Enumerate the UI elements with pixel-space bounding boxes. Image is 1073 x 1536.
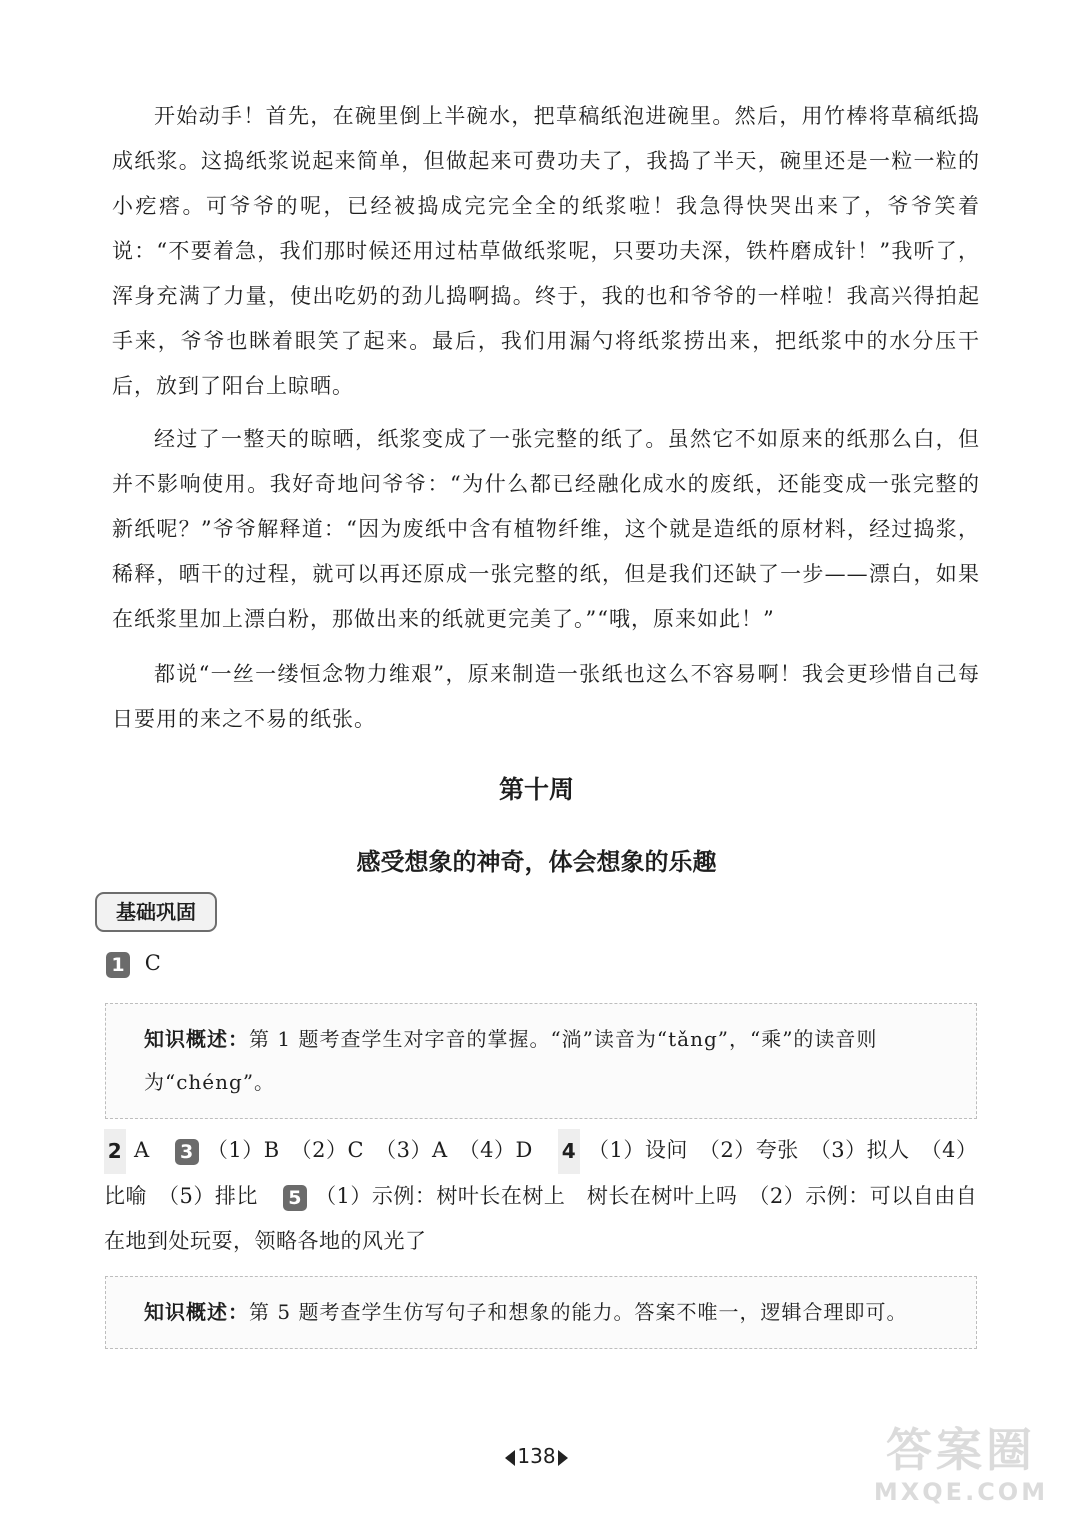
question-number-4: 4 [558, 1129, 580, 1174]
week-title: 第十周 [498, 775, 574, 804]
question-1 [106, 951, 161, 978]
note-label: 知识概述： [144, 1027, 249, 1051]
question-5-answer: （1）示例：树叶长在树上 树长在树叶上吗 （2）示例：可以自由自在地到处玩耍，领略各地的风光了 [104, 1184, 978, 1253]
question-4-answer: （1）设问 （2）夸张 （3）拟人 （4）比喻 （5）排比 [104, 1138, 978, 1208]
note-label: 知识概述： [144, 1300, 249, 1324]
watermark-line-2: MXQE.COM [873, 1478, 1049, 1506]
watermark-logo [871, 1422, 1051, 1522]
question-3-answer: （1）B （2）C （3）A （4）D [206, 1138, 533, 1162]
knowledge-note-1 [105, 1003, 977, 1119]
unit-title: 感受想象的神奇，体会想象的乐趣 [356, 848, 717, 876]
question-2-answer: A [134, 1138, 150, 1162]
story-paragraph-2: 经过了一整天的晾晒，纸浆变成了一张完整的纸了。虽然它不如原来的纸那么白，但并不影响使用。我好奇地问爷爷：“为什么都已经融化成水的废纸，还能变成一张完整的新纸呢？”爷爷解释道：“因为废纸中含有植物纤维，这个就是造纸的原材料，经过捣浆，稀释，晒干的过程，就可以再还原成一张完整的纸，但是我们还缺了一步——漂白，如果在纸浆里加上漂白粉，那做出来的纸就更完美了。”“哦，原来如此！” [112, 427, 980, 631]
left-arrow-icon [505, 1450, 515, 1466]
watermark-line-1: 答案圈 [886, 1423, 1036, 1477]
question-number-2: 2 [104, 1129, 126, 1174]
question-number-1: 1 [106, 952, 130, 978]
question-number-3: 3 [175, 1139, 199, 1165]
story-paragraph-1: 开始动手！首先，在碗里倒上半碗水，把草稿纸泡进碗里。然后，用竹棒将草稿纸捣成纸浆。这捣纸浆说起来简单，但做起来可费功夫了，我捣了半天，碗里还是一粒一粒的小疙瘩。可爷爷的呢，已经被捣成完完全全的纸浆啦！我急得快哭出来了，爷爷笑着说：“不要着急，我们那时候还用过枯草做纸浆呢，只要功夫深，铁杵磨成针！”我听了，浑身充满了力量，使出吃奶的劲儿捣啊捣。终于，我的也和爷爷的一样啦！我高兴得拍起手来，爷爷也眯着眼笑了起来。最后，我们用漏勺将纸浆捞出来，把纸浆中的水分压干后，放到了阳台上晾晒。 [112, 104, 980, 398]
right-arrow-icon [558, 1450, 568, 1466]
note-text: 第 5 题考查学生仿写句子和想象的能力。答案不唯一，逻辑合理即可。 [249, 1300, 908, 1324]
story-paragraph-3: 都说“一丝一缕恒念物力维艰”，原来制造一张纸也这么不容易啊！我会更珍惜自己每日要用的来之不易的纸张。 [112, 662, 980, 731]
question-1-answer: C [144, 951, 161, 975]
section-badge: 基础巩固 [95, 892, 217, 932]
note-text: 第 1 题考查学生对字音的掌握。“淌”读音为“tǎng”，“乘”的读音则为“chéng”。 [144, 1027, 878, 1094]
page-number-text: 138 [517, 1444, 556, 1468]
answers-block [104, 1128, 980, 1264]
knowledge-note-2 [105, 1276, 977, 1349]
question-number-5: 5 [283, 1185, 307, 1211]
